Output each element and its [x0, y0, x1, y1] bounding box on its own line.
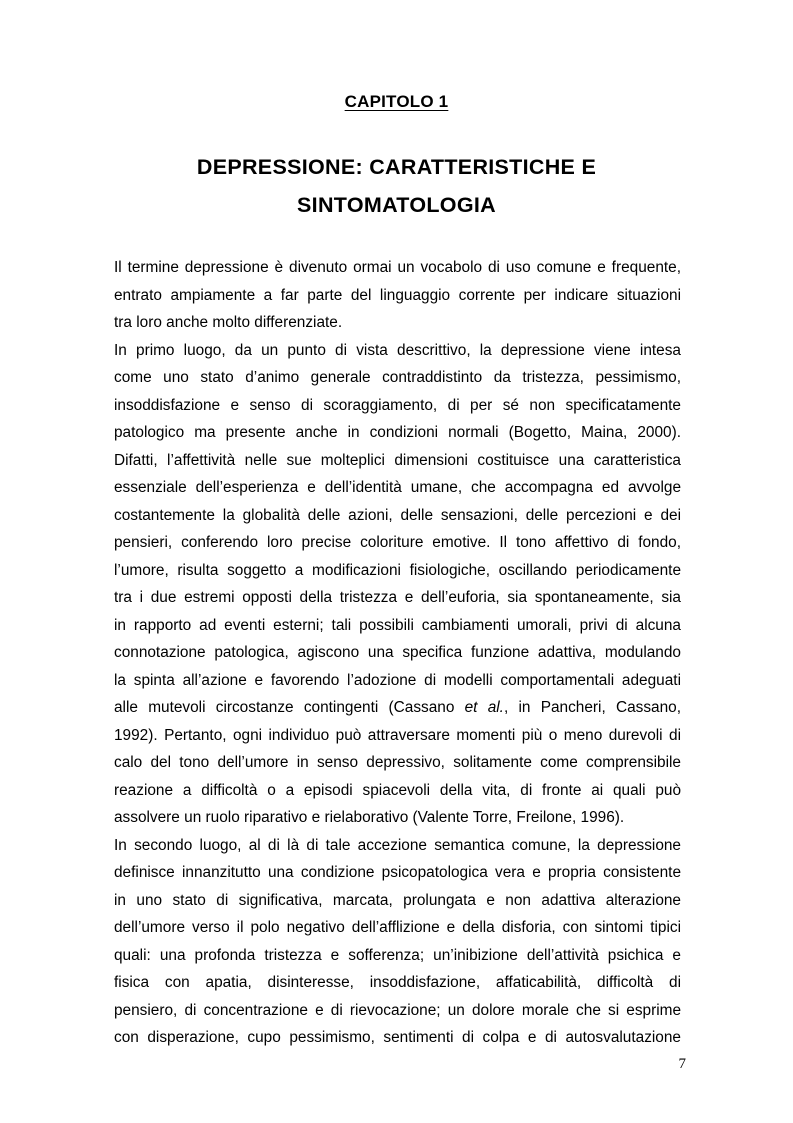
- page-number: 7: [678, 1056, 686, 1072]
- body-line-text: alle mutevoli circostanze contingenti (Cassano: [114, 699, 465, 716]
- body-line: con disperazione, cupo pessimismo, sentimenti di colpa e di autosvalutazione: [114, 1029, 681, 1046]
- body-line: Difatti, l’affettività nelle sue molteplici dimensioni costituisce una caratteristica: [114, 451, 681, 469]
- chapter-title-line-2: SINTOMATOLOGIA: [297, 193, 496, 217]
- body-line: la spinta all’azione e favorendo l’adozione di modelli comportamentali adeguati: [114, 671, 681, 689]
- body-line: assolvere un ruolo riparativo e rielaborativo (Valente Torre, Freilone, 1996).: [114, 809, 625, 826]
- body-line: quali: una profonda tristezza e sofferenza; un’inibizione dell’attività psichica e: [114, 946, 681, 964]
- body-line: pensieri, conferendo loro precise coloriture emotive. Il tono affettivo di fondo,: [114, 534, 681, 551]
- body-text: [114, 254, 681, 1052]
- body-line: Il termine depressione è divenuto ormai un vocabolo di uso comune e frequente,: [114, 259, 681, 276]
- body-line: tra loro anche molto differenziate.: [114, 314, 343, 331]
- body-line: entrato ampiamente a far parte del linguaggio corrente per indicare situazioni: [114, 286, 681, 304]
- body-line: costantemente la globalità delle azioni, delle sensazioni, delle percezioni e dei: [114, 506, 681, 524]
- body-line: insoddisfazione e senso di scoraggiamento, di per sé non specificatamente: [114, 396, 681, 414]
- body-line: fisica con apatia, disinteresse, insoddisfazione, affaticabilità, difficoltà di: [114, 974, 681, 991]
- body-line: In primo luogo, da un punto di vista descrittivo, la depressione viene intesa: [114, 341, 681, 359]
- body-line-italic: et al.: [464, 699, 504, 716]
- body-line: In secondo luogo, al di là di tale accezione semantica comune, la depressione: [114, 836, 681, 854]
- body-line: come uno stato d’animo generale contraddistinto da tristezza, pessimismo,: [114, 369, 681, 386]
- chapter-title-line-1: DEPRESSIONE: CARATTERISTICHE E: [196, 155, 597, 179]
- body-line: 1992). Pertanto, ogni individuo può attraversare momenti più o meno durevoli di: [114, 726, 681, 744]
- chapter-title: [0, 148, 793, 224]
- body-line: reazione a difficoltà o a episodi spiacevoli della vita, di fronte ai quali può: [114, 781, 681, 799]
- body-line: [114, 694, 681, 722]
- chapter-label: CAPITOLO 1: [344, 92, 449, 111]
- body-line: definisce innanzitutto una condizione psicopatologica vera e propria consistente: [114, 864, 681, 881]
- body-line: tra i due estremi opposti della tristezza e dell’euforia, sia spontaneamente, sia: [114, 589, 681, 606]
- body-line: l’umore, risulta soggetto a modificazioni fisiologiche, oscillando periodicamente: [114, 561, 681, 579]
- body-line: calo del tono dell’umore in senso depressivo, solitamente come comprensibile: [114, 754, 681, 771]
- body-line-text: , in Pancheri, Cassano,: [503, 699, 681, 716]
- body-line: in rapporto ad eventi esterni; tali possibili cambiamenti umorali, privi di alcuna: [114, 616, 681, 634]
- body-line: in uno stato di significativa, marcata, prolungata e non adattiva alterazione: [114, 891, 681, 909]
- body-line: patologico ma presente anche in condizioni normali (Bogetto, Maina, 2000).: [114, 424, 681, 441]
- body-line: pensiero, di concentrazione e di rievocazione; un dolore morale che si esprime: [114, 1001, 681, 1019]
- body-line: essenziale dell’esperienza e dell’identità umane, che accompagna ed avvolge: [114, 479, 681, 496]
- body-line: connotazione patologica, agiscono una specifica funzione adattiva, modulando: [114, 644, 681, 661]
- body-line: dell’umore verso il polo negativo dell’afflizione e della disforia, con sintomi tipici: [114, 919, 681, 936]
